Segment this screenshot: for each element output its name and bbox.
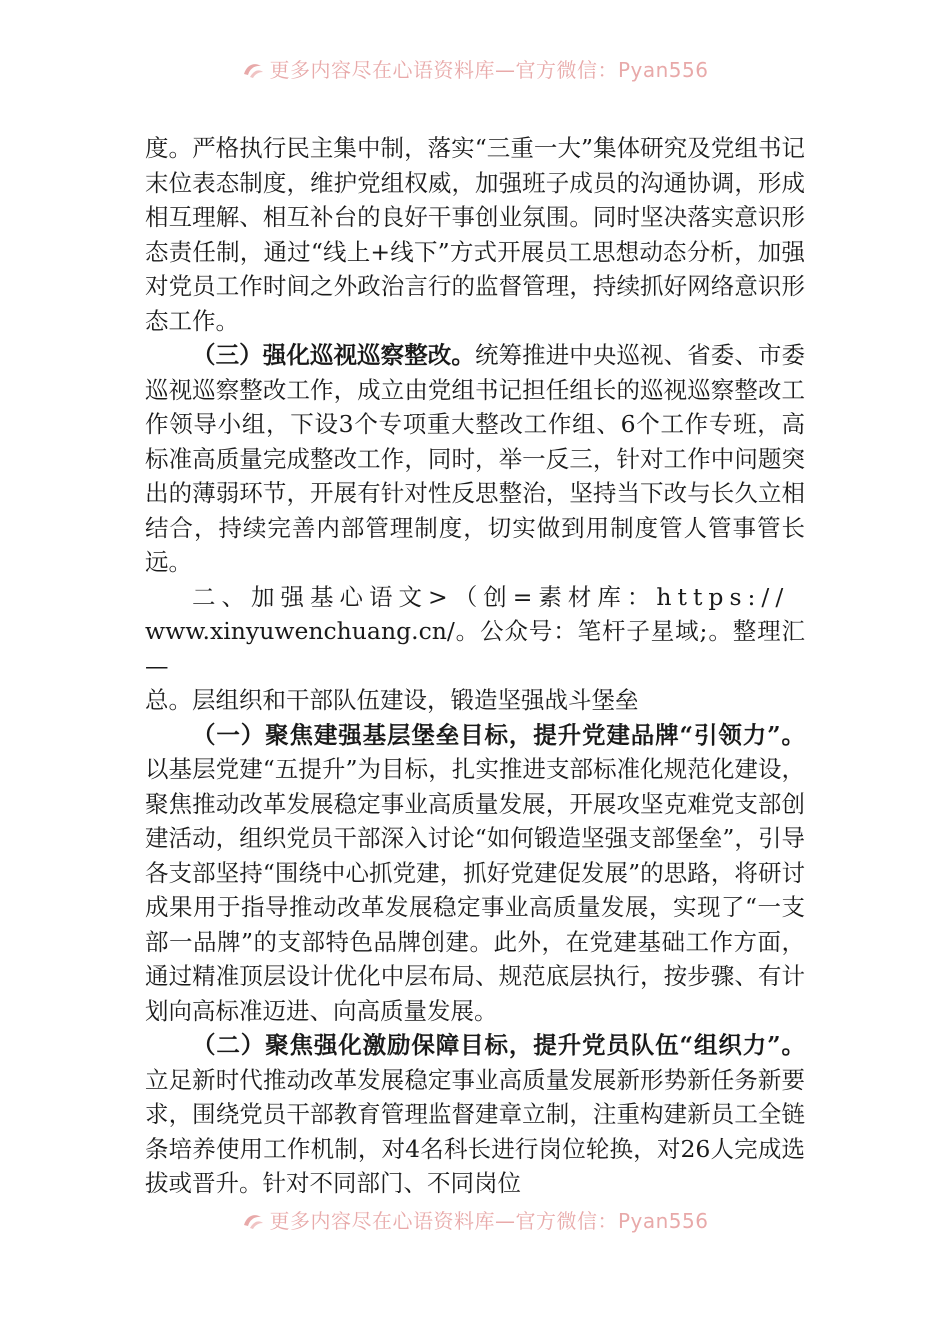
section-heading: （一）聚焦建强基层堡垒目标，提升党建品牌“引领力”。 xyxy=(192,720,805,749)
paragraph-text: 统筹推进中央巡视、省委、市委巡视巡察整改工作，成立由党组书记担任组长的巡视巡察整改工作领导小组，下设3个专项重大整改工作组、6个工作专班，高标准高质量完成整改工作，同时，举一反三，针对工作中问题突出的薄弱环节，开展有针对性反思整治，坚持当下改与长久立相结合，持续完善内部管理制度，切实做到用制度管人管事管长远。 xyxy=(145,341,806,576)
watermark-text: 更多内容尽在心语资料库—官方微信：Pyan556 xyxy=(269,58,709,82)
chapter-heading-line: 总。层组织和干部队伍建设，锻造坚强战斗堡垒 xyxy=(145,686,639,714)
section-heading: （二）聚焦强化激励保障目标，提升党员队伍“组织力”。 xyxy=(192,1031,805,1059)
watermark-footer xyxy=(0,1207,950,1235)
paragraph xyxy=(145,718,805,1029)
logo-icon xyxy=(241,1211,265,1231)
paragraph: 度。严格执行民主集中制，落实“三重一大”集体研究及党组书记末位表态制度，维护党组权威，加强班子成员的沟通协调，形成相互理解、相互补台的良好干事创业氛围。同时坚决落实意识形态责任制，通过“线上+线下”方式开展员工思想动态分析，加强对党员工作时间之外政治言行的监督管理，持续抓好网络意识形态工作。 xyxy=(145,134,805,335)
paragraph xyxy=(145,1028,805,1201)
chapter-heading-line: www.xinyuwenchuang.cn/。公众号：笔杆子星域;。整理汇— xyxy=(145,617,805,680)
logo-icon xyxy=(241,60,265,80)
section-heading: （三）强化巡视巡察整改。 xyxy=(192,341,475,369)
document-body xyxy=(145,131,805,1201)
paragraph xyxy=(145,338,805,580)
watermark-text: 更多内容尽在心语资料库—官方微信：Pyan556 xyxy=(269,1209,709,1233)
paragraph-text: 立足新时代推动改革发展稳定事业高质量发展新形势新任务新要求，围绕党员干部教育管理监督建章立制，注重构建新员工全链条培养使用工作机制，对4名科长进行岗位轮换，对26人完成选拔或晋升。针对不同部门、不同岗位 xyxy=(145,1065,805,1197)
paragraph-text: 以基层党建“五提升”为目标，扎实推进支部标准化规范化建设，聚焦推动改革发展稳定事业高质量发展，开展攻坚克难党支部创建活动，组织党员干部深入讨论“如何锻造坚强支部堡垒”，引导各支部坚持“围绕中心抓党建，抓好党建促发展”的思路，将研讨成果用于指导推动改革发展稳定事业高质量发展，实现了“一支部一品牌”的支部特色品牌创建。此外，在党建基础工作方面，通过精准顶层设计优化中层布局、规范底层执行，按步骤、有计划向高标准迈进、向高质量发展。 xyxy=(145,755,805,1025)
chapter-heading-line: 二、加强基心语文>（创=素材库：https:// xyxy=(192,582,790,611)
watermark-header xyxy=(0,56,950,84)
